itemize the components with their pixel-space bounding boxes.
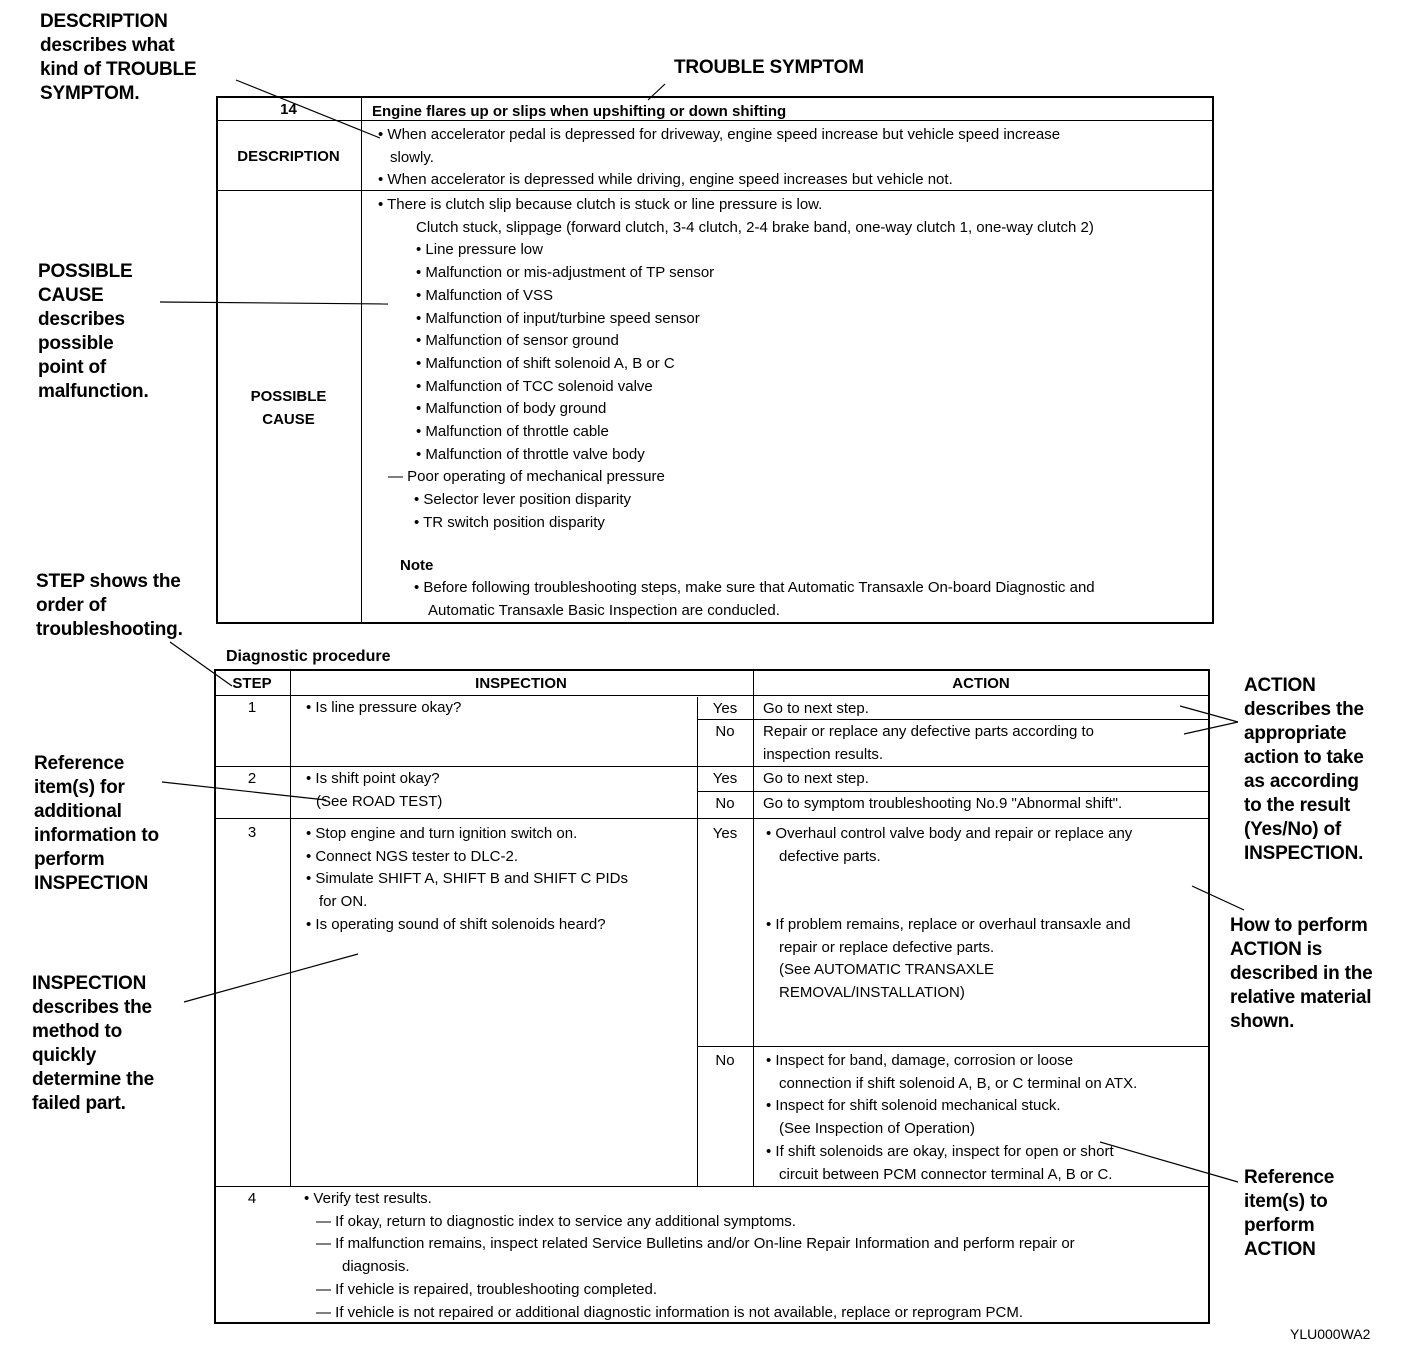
step-4-number: 4 [247, 1190, 257, 1207]
step-4-text: • Verify test results. — If okay, return to diagnostic index to service any additional symptoms. — If malfunction remains, inspect related Service Bulletins and/or On-line Repair Information and perform repair or diagnosis. — If vehicle is repaired, troubleshooting completed. — If vehicle is not repaired or additional diagnostic information is not available, replace or reprogram PCM. [304, 1190, 1075, 1321]
step-1-inspection: • Is line pressure okay? [306, 699, 462, 716]
step-3-inspection: • Stop engine and turn ignition switch on. • Connect NGS tester to DLC-2. • Simulate SHIFT A, SHIFT B and SHIFT C PIDs for ON. • Is operating sound of shift solenoids heard? [306, 825, 629, 933]
step-2-number: 2 [247, 770, 257, 787]
step-2-yes-action: Go to next step. [763, 770, 869, 787]
step-3-no: No [715, 1052, 735, 1069]
step-1-yes-action: Go to next step. [763, 700, 869, 717]
symptom-title: Engine flares up or slips when upshifting or down shifting [372, 103, 787, 120]
step-1-no-action: Repair or replace any defective parts according to inspection results. [763, 723, 1095, 763]
step-2-inspection: • Is shift point okay? (See ROAD TEST) [306, 770, 443, 810]
procedure-title: Diagnostic procedure [226, 648, 391, 665]
annotation-reference-action: Reference item(s) to perform ACTION [1244, 1167, 1335, 1260]
annotation-inspection: INSPECTION describes the method to quickly determine the failed part. [32, 973, 154, 1114]
step-3-no-action: • Inspect for band, damage, corrosion or loose connection if shift solenoid A, B, or C terminal on ATX. • Inspect for shift solenoid mechanical stuck. (See Inspection of Operation) • If shift solenoids are okay, inspect for open or short circuit between PCM connector terminal A, B or C. [766, 1052, 1138, 1183]
cause-items-2: • Selector lever position disparity • TR switch position disparity [414, 491, 632, 531]
annotation-how-action: How to perform ACTION is described in the relative material shown. [1230, 915, 1373, 1032]
description-text: • When accelerator pedal is depressed for driveway, engine speed increase but vehicle speed increase slowly. • When accelerator is depressed while driving, engine speed increases but vehicle not. [378, 126, 1061, 189]
step-2-no: No [715, 795, 735, 812]
annotation-reference-inspection: Reference item(s) for additional information to perform INSPECTION [34, 753, 159, 894]
header-inspection: INSPECTION [475, 675, 567, 692]
symptom-number: 14 [280, 101, 297, 118]
header-action: ACTION [952, 675, 1010, 692]
step-3-number: 3 [247, 824, 257, 841]
step-2-no-action: Go to symptom troubleshooting No.9 "Abnormal shift". [763, 795, 1123, 812]
annotation-trouble-symptom: TROUBLE SYMPTOM [674, 57, 864, 78]
possible-cause-text: • There is clutch slip because clutch is stuck or line pressure is low. Clutch stuck, slippage (forward clutch, 3-4 clutch, 2-4 brake band, one-way clutch 1, one-way clutch 2) • Line pressure low • Malfunction or mis-adjustment of TP sensor • Malfunction of VSS • Malfunction of input/turbine speed sensor • Malfunction of sensor ground • Malfunction of shift solenoid A, B or C • Malfunction of TCC solenoid valve • Malfunction of body ground • Malfunction of throttle cable • Malfunction of throttle valve body — Poor operating of mechanical pressure • Selector lever position disparity • TR switch position disparity Note • Before following troubleshooting steps, make sure that Automatic Transaxle On-board Diagnostic and Automatic Transaxle Basic Inspection are conducled. [378, 194, 1208, 623]
step-2-yes: Yes [712, 770, 738, 787]
annotation-step: STEP shows the order of troubleshooting. [36, 571, 183, 640]
step-1-yes: Yes [712, 700, 738, 717]
header-step: STEP [232, 675, 272, 692]
step-3-yes: Yes [712, 825, 738, 842]
step-1-number: 1 [247, 699, 257, 716]
annotation-possible-cause: POSSIBLE CAUSE describes possible point of malfunction. [38, 261, 149, 402]
step-3-yes-action-1: • Overhaul control valve body and repair or replace any defective parts. [766, 825, 1133, 865]
step-1-no: No [715, 723, 735, 740]
cause-items-1: • Line pressure low • Malfunction or mis-adjustment of TP sensor • Malfunction of VSS • Malfunction of input/turbine speed sensor • Malfunction of sensor ground • Malfunction of shift solenoid A, B or C • Malfunction of TCC solenoid valve • Malfunction of body ground • Malfunction of throttle cable • Malfunction of throttle valve body [416, 241, 715, 463]
possible-cause-label: POSSIBLE CAUSE [250, 388, 327, 428]
step-3-yes-action-2: • If problem remains, replace or overhaul transaxle and repair or replace defective parts. (See AUTOMATIC TRANSAXLE REMOVAL/INSTALLATION) [766, 916, 1131, 1002]
figure-code: YLU000WA2 [1290, 1326, 1371, 1342]
annotation-action: ACTION describes the appropriate action to take as according to the result (Yes/No) of INSPECTION. [1244, 675, 1364, 864]
description-label: DESCRIPTION [237, 148, 340, 165]
annotation-description: DESCRIPTION describes what kind of TROUBLE SYMPTOM. [40, 11, 197, 104]
